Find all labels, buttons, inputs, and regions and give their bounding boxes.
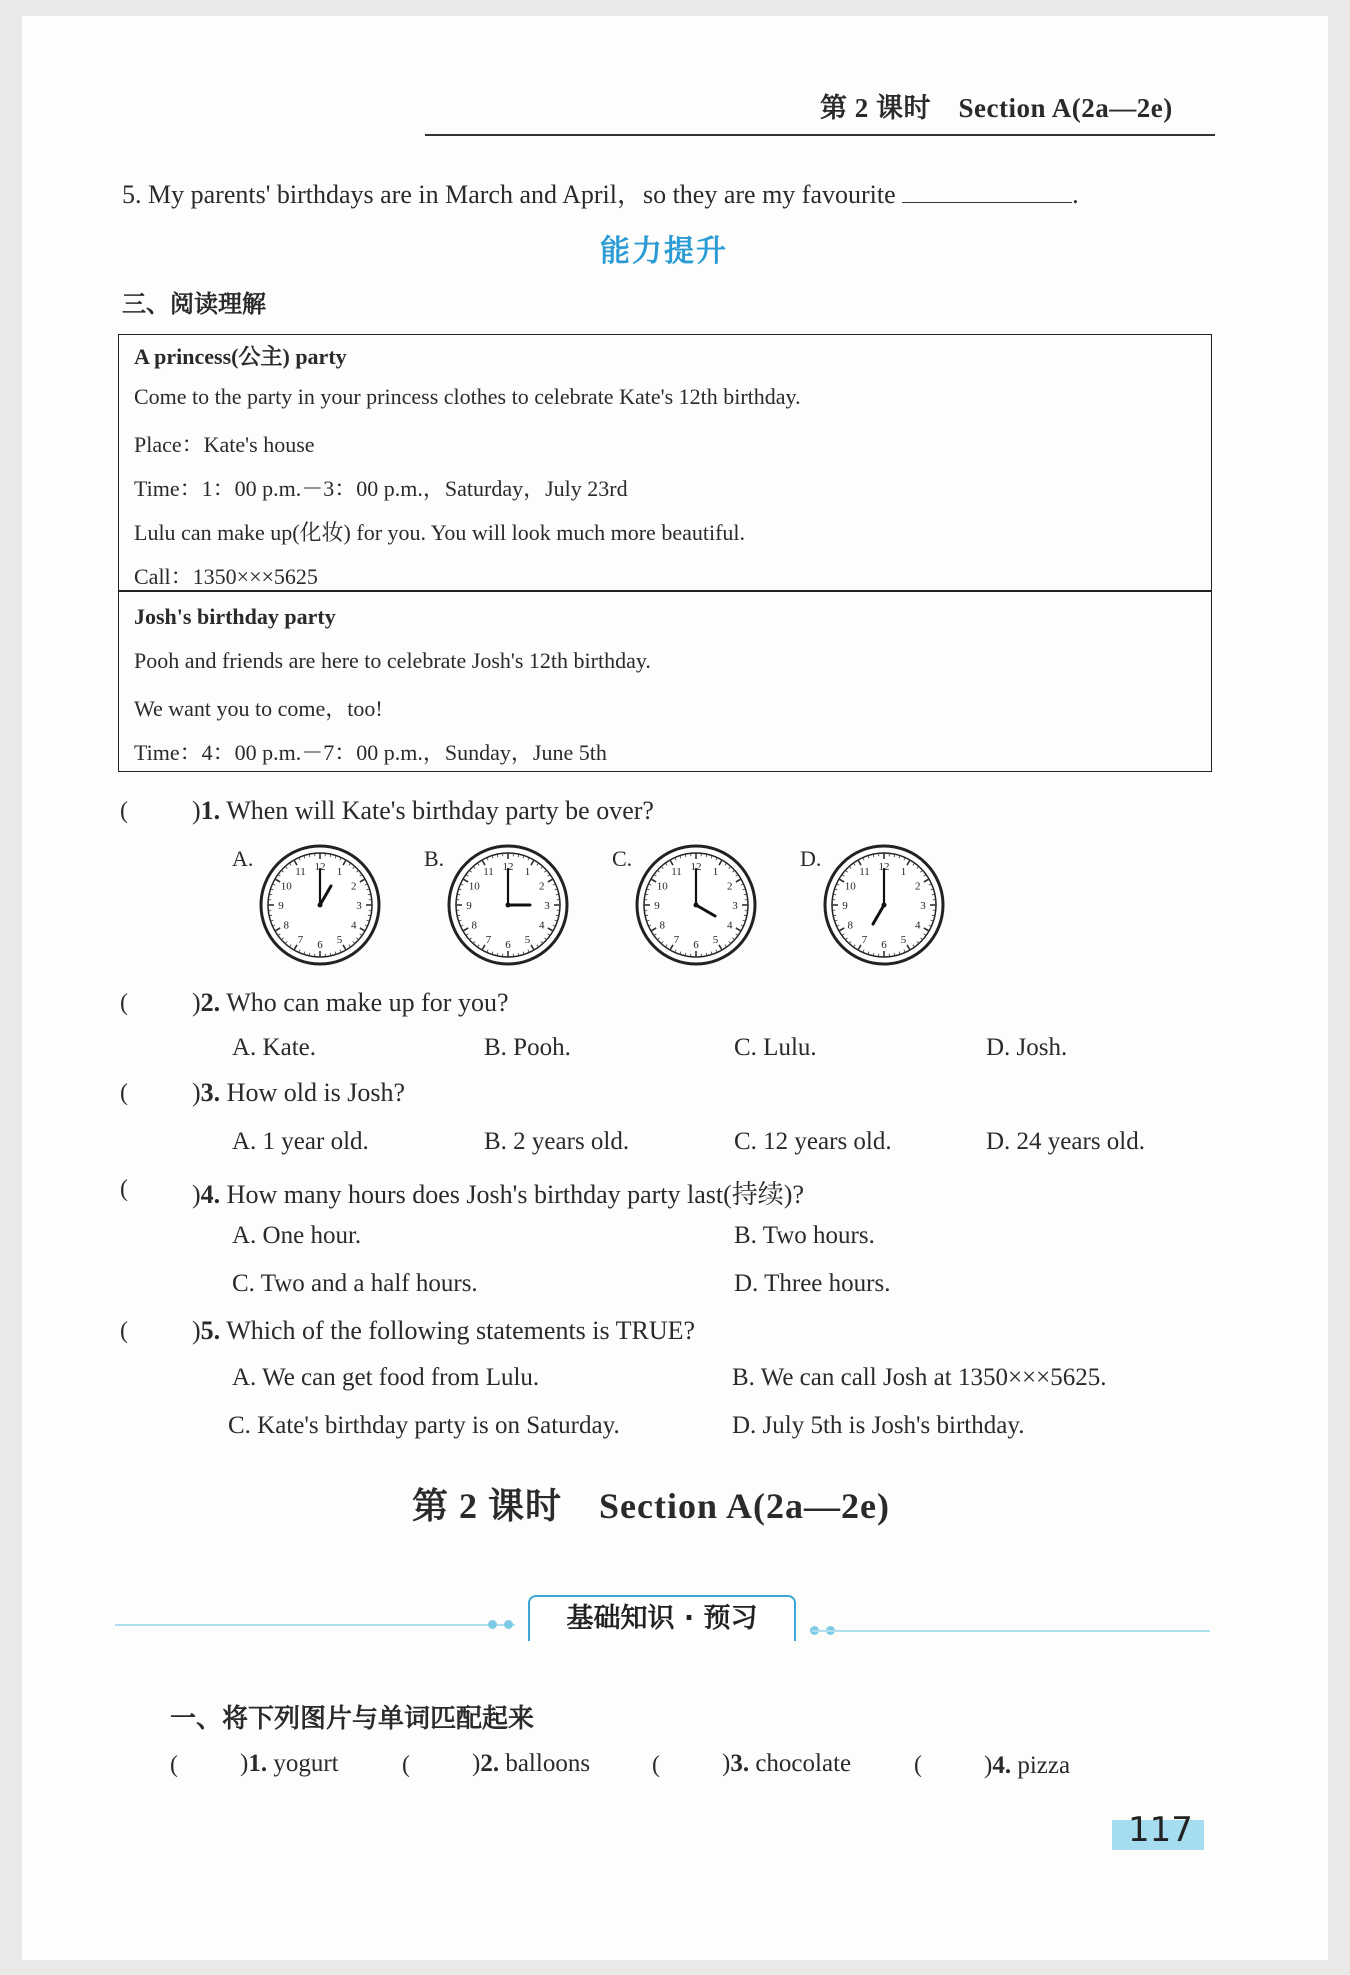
match-word: pizza [1011, 1752, 1071, 1779]
question-3 [192, 1078, 405, 1108]
question-number: 4. [200, 1180, 221, 1209]
clock-numeral: 9 [842, 900, 848, 912]
match-item [240, 1750, 339, 1778]
option[interactable]: C. Kate's birthday party is on Saturday. [228, 1412, 620, 1439]
match-item [722, 1750, 851, 1778]
clock-numeral: 7 [297, 933, 304, 946]
fill-blank-question-5 [122, 174, 1079, 211]
passage-1-line: Place：Kate's house [134, 432, 315, 457]
option[interactable]: B. Pooh. [484, 1034, 571, 1061]
clock-numeral: 8 [283, 919, 289, 932]
passage-1-line: Time：1：00 p.m.－3：00 p.m.，Saturday，July 23rd [134, 476, 628, 501]
clock-numeral: 5 [900, 933, 907, 946]
question-number: 2. [200, 988, 221, 1017]
clock-option-d[interactable] [822, 843, 946, 967]
answer-paren-open[interactable]: ( [120, 1318, 128, 1344]
clock-numeral: 11 [483, 866, 494, 879]
question-text: How old is Josh? [220, 1078, 406, 1107]
passage-2-line: Time：4：00 p.m.－7：00 p.m.，Sunday，June 5th [134, 740, 607, 765]
answer-paren-open[interactable]: ( [652, 1752, 660, 1778]
clock-numeral: 3 [732, 900, 738, 912]
passage-1-line: Lulu can make up(化妆) for you. You will look much more beautiful. [134, 520, 746, 545]
match-number: 1. [248, 1750, 268, 1777]
clock-numeral: 9 [466, 900, 472, 912]
option[interactable]: B. Two hours. [734, 1222, 875, 1249]
question-number: 1. [200, 796, 221, 825]
banner-dot [488, 1620, 497, 1629]
match-item [984, 1752, 1070, 1780]
clock-option-a[interactable] [258, 843, 382, 967]
clock-center [506, 903, 511, 908]
answer-paren-open[interactable]: ( [120, 798, 128, 824]
question-text: How many hours does Josh's birthday party last(持续)? [220, 1180, 804, 1209]
passage-2-title: Josh's birthday party [134, 604, 336, 629]
question-text: When will Kate's birthday party be over? [220, 796, 654, 825]
option[interactable]: D. Three hours. [734, 1270, 891, 1297]
question-5-text: 5. My parents' birthdays are in March and April，so they are my favourite [122, 180, 896, 209]
match-word: yogurt [267, 1750, 339, 1777]
option[interactable]: A. One hour. [232, 1222, 362, 1249]
clock-numeral: 6 [881, 939, 887, 951]
passage-1-line: Come to the party in your princess clothes to celebrate Kate's 12th birthday. [134, 384, 801, 409]
option[interactable]: D. July 5th is Josh's birthday. [732, 1412, 1025, 1439]
clock-numeral: 11 [671, 866, 682, 879]
answer-paren-open[interactable]: ( [170, 1752, 178, 1778]
clock-numeral: 10 [468, 880, 480, 893]
clock-numeral: 8 [471, 919, 477, 932]
clock-numeral: 7 [861, 933, 868, 946]
option[interactable]: A. Kate. [232, 1034, 316, 1061]
option[interactable]: A. We can get food from Lulu. [232, 1364, 540, 1391]
reading-section-title: 三、阅读理解 [122, 290, 266, 318]
clock-numeral: 2 [727, 880, 733, 893]
clock-numeral: 1 [712, 866, 719, 879]
clock-numeral: 4 [539, 919, 545, 932]
match-number: 3. [730, 1750, 750, 1777]
clock-numeral: 10 [844, 880, 856, 893]
clock-numeral: 6 [505, 939, 511, 951]
question-2 [192, 988, 508, 1018]
question-text: Which of the following statements is TRUE? [220, 1316, 696, 1345]
match-paren-close: ) [722, 1750, 731, 1777]
option[interactable]: D. 24 years old. [986, 1128, 1145, 1155]
clock-center [318, 903, 323, 908]
banner-dot [504, 1620, 513, 1629]
clock-option-b[interactable] [446, 843, 570, 967]
clock-numeral: 5 [712, 933, 719, 946]
clock-option-label: D. [800, 846, 822, 871]
clock-numeral: 1 [336, 866, 343, 879]
page-number: 117 [1128, 1810, 1193, 1850]
option[interactable]: C. 12 years old. [734, 1128, 892, 1155]
section-banner: 基础知识 · 预习 [528, 1595, 796, 1641]
clock-numeral: 12 [314, 861, 326, 873]
clock-numeral: 12 [690, 861, 702, 873]
match-number: 4. [992, 1752, 1012, 1779]
clock-numeral: 11 [295, 866, 306, 879]
clock-numeral: 3 [356, 900, 362, 912]
question-paren-close: ) [192, 1078, 201, 1107]
question-paren-close: ) [192, 796, 201, 825]
section-heading: 能力提升 [600, 234, 728, 269]
match-item [472, 1750, 590, 1778]
answer-paren-open[interactable]: ( [914, 1752, 922, 1778]
clock-numeral: 10 [656, 880, 668, 893]
banner-rule-right [812, 1630, 1210, 1632]
header-rule [425, 134, 1215, 136]
clock-numeral: 4 [351, 919, 357, 932]
answer-paren-open[interactable]: ( [120, 1176, 128, 1202]
clock-numeral: 2 [539, 880, 545, 893]
question-text: Who can make up for you? [220, 988, 509, 1017]
question-number: 5. [200, 1316, 221, 1345]
clock-numeral: 8 [659, 919, 665, 932]
clock-numeral: 8 [847, 919, 853, 932]
match-word: chocolate [749, 1750, 852, 1777]
match-number: 2. [480, 1750, 500, 1777]
passage-1-line: Call：1350×××5625 [134, 564, 318, 589]
clock-numeral: 3 [544, 900, 550, 912]
clock-option-label: B. [424, 846, 445, 871]
option[interactable]: A. 1 year old. [232, 1128, 369, 1155]
match-paren-close: ) [472, 1750, 481, 1777]
passage-2-line: We want you to come，too! [134, 696, 383, 721]
clock-numeral: 9 [654, 900, 660, 912]
clock-center [694, 903, 699, 908]
clock-option-label: A. [232, 846, 254, 871]
clock-center [882, 903, 887, 908]
question-5 [192, 1316, 695, 1346]
question-number: 3. [200, 1078, 221, 1107]
option[interactable]: D. Josh. [986, 1034, 1068, 1061]
passage-1-title: A princess(公主) party [134, 344, 347, 369]
match-paren-close: ) [240, 1750, 249, 1777]
question-5-period: . [1072, 180, 1079, 209]
clock-numeral: 4 [915, 919, 921, 932]
clock-numeral: 2 [351, 880, 357, 893]
lesson-title: 第 2 课时 Section A(2a—2e) [412, 1486, 890, 1526]
option[interactable]: B. We can call Josh at 1350×××5625. [732, 1364, 1107, 1391]
answer-paren-open[interactable]: ( [120, 990, 128, 1016]
question-paren-close: ) [192, 1316, 201, 1345]
option[interactable]: C. Lulu. [734, 1034, 817, 1061]
clock-numeral: 7 [673, 933, 680, 946]
passage-2-line: Pooh and friends are here to celebrate Josh's 12th birthday. [134, 648, 651, 673]
clock-numeral: 7 [485, 933, 492, 946]
match-paren-close: ) [984, 1752, 993, 1779]
clock-numeral: 12 [502, 861, 514, 873]
running-header: 第 2 课时 Section A(2a—2e) [820, 93, 1173, 123]
question-1 [192, 796, 654, 826]
clock-numeral: 10 [280, 880, 292, 893]
clock-option-label: C. [612, 846, 633, 871]
clock-numeral: 6 [693, 939, 699, 951]
clock-numeral: 2 [915, 880, 921, 893]
clock-numeral: 5 [524, 933, 531, 946]
clock-numeral: 11 [859, 866, 870, 879]
answer-blank[interactable] [902, 180, 1072, 203]
answer-paren-open[interactable]: ( [402, 1752, 410, 1778]
answer-paren-open[interactable]: ( [120, 1080, 128, 1106]
banner-rule-left [115, 1624, 515, 1626]
question-4 [192, 1174, 804, 1211]
clock-numeral: 9 [278, 900, 284, 912]
option[interactable]: C. Two and a half hours. [232, 1270, 478, 1297]
clock-numeral: 5 [336, 933, 343, 946]
match-word: balloons [499, 1750, 591, 1777]
clock-numeral: 1 [900, 866, 907, 879]
clock-option-c[interactable] [634, 843, 758, 967]
clock-numeral: 6 [317, 939, 323, 951]
option[interactable]: B. 2 years old. [484, 1128, 630, 1155]
clock-numeral: 4 [727, 919, 733, 932]
clock-numeral: 1 [524, 866, 531, 879]
clock-numeral: 3 [920, 900, 926, 912]
matching-section-title: 一、将下列图片与单词匹配起来 [170, 1704, 535, 1734]
question-paren-close: ) [192, 988, 201, 1017]
clock-numeral: 12 [878, 861, 890, 873]
question-paren-close: ) [192, 1180, 201, 1209]
